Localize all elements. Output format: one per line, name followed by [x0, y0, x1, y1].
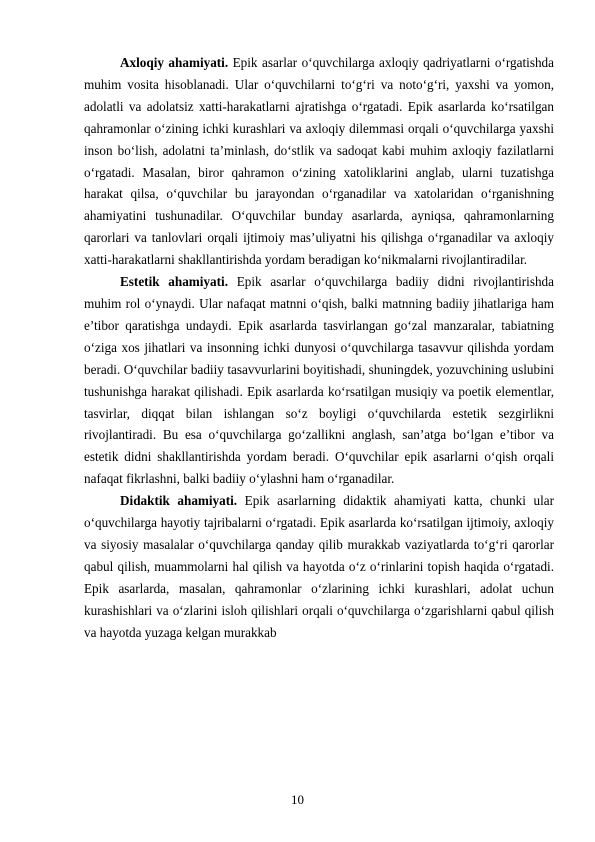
paragraph-text: Epik asarlar o‘quvchilarga badiiy didni rivojlantirishda muhim rol o‘ynaydi. Ular nafaqat matnni o‘qish, balki matnning badiiy jihatlariga ham e’tibor qaratishga undaydi. Epik asarlarda tasvirlangan go‘zal manzaralar, tabiatning o‘ziga xos jihatlari va insonning ichki dunyosi o‘quvchilarga tasavvur qilishda yordam beradi. O‘quvchilar badiiy tasavvurlarini boyitishadi, shuningdek, yozuvchining uslubini tushunishga harakat qilishadi. Epik asarlarda ko‘rsatilgan musiqiy va poetik elementlar, tasvirlar, diqqat bilan ishlangan so‘z boyligi o‘quvchilarda estetik sezgirlikni rivojlantiradi. Bu esa o‘quvchilarga go‘zallikni anglash, san’atga bo‘lgan e’tibor va estetik didni shakllantirishda yordam beradi. O‘quvchilar epik asarlarni o‘qish orqali nafaqat fikrlashni, balki badiiy o‘ylashni ham o‘rganadilar. [84, 274, 554, 487]
document-body [84, 52, 554, 643]
page-number: 10 [291, 792, 304, 807]
paragraph-heading: Axloqiy ahamiyati. [120, 55, 229, 70]
paragraph-text: Epik asarlarning didaktik ahamiyati katta, chunki ular o‘quvchilarga hayotiy tajribalarni o‘rgatadi. Epik asarlarda ko‘rsatilgan ijtimoiy, axloqiy va siyosiy masalalar o‘quvchilarga qanday qilib murakkab vaziyatlarda to‘g‘ri qarorlar qabul qilish, muammolarni hal qilish va hayotda o‘z o‘rinlarini topish haqida o‘rgatadi. Epik asarlarda, masalan, qahramonlar o‘zlarining ichki kurashlari, adolat uchun kurashishlari va o‘zlarini isloh qilishlari orqali o‘quvchilarga o‘zgarishlarni qabul qilish va hayotda yuzaga kelgan murakkab [84, 493, 554, 640]
paragraph-heading: Didaktik ahamiyati. [120, 493, 238, 509]
paragraph-didaktik [84, 490, 554, 643]
paragraph-text: Epik asarlar o‘quvchilarga axloqiy qadriyatlarni o‘rgatishda muhim vosita hisoblanadi. Ular o‘quvchilarni to‘g‘ri va noto‘g‘ri, yaxshi va yomon, adolatli va adolatsiz xatti-harakatlarni ajratishga o‘rgatadi. Epik asarlarda ko‘rsatilgan qahramonlar o‘zining ichki kurashlari va axloqiy dilemmasi orqali o‘quvchilarga yaxshi inson bo‘lish, adolatni ta’minlash, do‘stlik va sadoqat kabi muhim axloqiy fazilatlarni o‘rgatadi. Masalan, biror qahramon o‘zining xatoliklarini anglab, ularni tuzatishga harakat qilsa, o‘quvchilar bu jarayondan o‘rganadilar va xatolaridan o‘rganishning ahamiyatini tushunadilar. O‘quvchilar bunday asarlarda, ayniqsa, qahramonlarning qarorlari va tanlovlari orqali ijtimoiy mas’uliyatni his qilishga o‘rganadilar va axloqiy xatti-harakatlarni shakllantirishda yordam beradigan ko‘nikmalarni rivojlantiradilar. [84, 55, 554, 268]
paragraph-axloqiy [84, 52, 554, 271]
paragraph-heading: Estetik ahamiyati. [120, 274, 228, 290]
paragraph-estetik [84, 271, 554, 490]
